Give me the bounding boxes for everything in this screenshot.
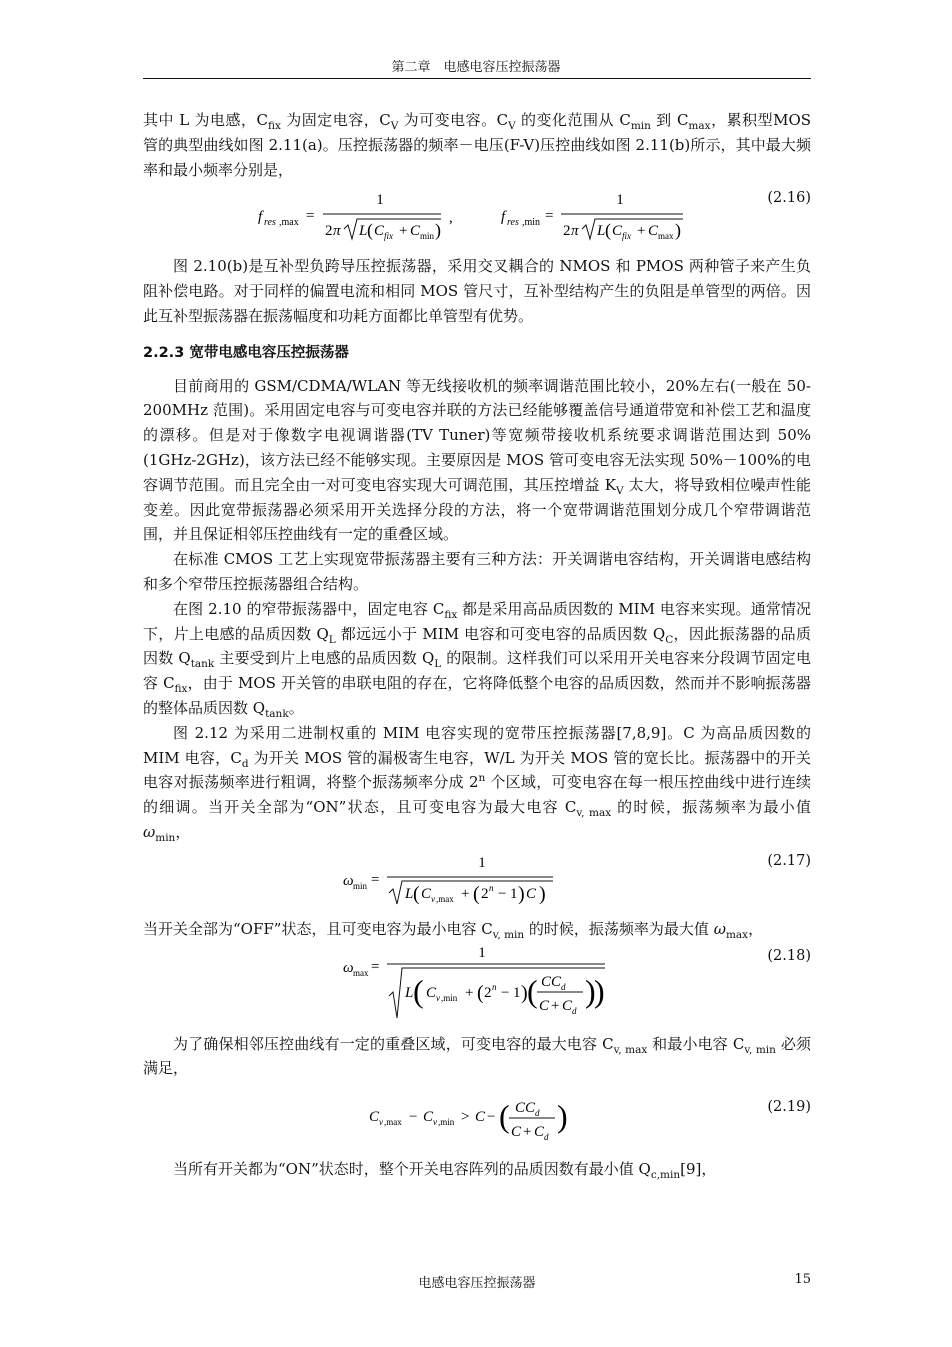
svg-text:,: , — [449, 210, 453, 227]
paragraph: 其中 L 为电感，$C_{fix}$ 为固定电容，$C_V$ 为可变电容。$C_V$ 的变化范围从 $C_{min}$ 到 $C_{max}$，累积型MOS 管的典型曲线如图 2.11(a)。压控振荡器的频率－电压(F-V)压控曲线如图 2.11(b)所示，其中最大频率和最小频率分别是， — [143, 111, 812, 179]
svg-text:): ) — [585, 972, 596, 1009]
svg-text:L: L — [405, 984, 414, 1001]
paragraph: 目前商用的 GSM/CDMA/WLAN 等无线接收机的频率调谐范围比较小，20%左右(一般在 50-200MHz 范围)。采用固定电容与可变电容并联的方法已经能够覆盖信号通道带宽和补偿工艺和温度的漂移。但是对于像数字电视调谐器(TV Tuner)等宽频带接收机系统要求调谐范围达到 50%(1GHz-2GHz)，该方法已经不能够实现。主要原因是 MOS 管可变电容无法实现 50%－100%的电容调节范围。而且完全由一对可变电容实现大可调范围，其压控增益 $K_V$ 太大，将导致相位噪声性能变差。因此宽带振荡器必须采用开关选择分段的方法，将一个宽带调谐范围划分成几个窄带调谐范围，并且保证相邻压控曲线有一定的重叠区域。 — [143, 376, 811, 544]
svg-text:): ) — [518, 882, 525, 905]
svg-text:1: 1 — [513, 984, 521, 1001]
svg-text:C: C — [648, 223, 659, 240]
svg-text:fix: fix — [384, 231, 393, 242]
svg-text:=: = — [306, 208, 315, 225]
svg-text:,min: ,min — [438, 1117, 455, 1128]
svg-text:n: n — [489, 882, 494, 893]
paragraph: 当开关全部为“OFF”状态，且可变电容为最小电容 $C_{v, min}$ 的时候，振荡频率为最大值 $\omega_{max}$， — [143, 919, 764, 941]
svg-text:L: L — [359, 223, 368, 240]
svg-text:1: 1 — [616, 192, 624, 209]
section-number: 2.2.3 — [143, 344, 185, 361]
svg-text:C: C — [421, 885, 432, 902]
svg-text:(: ( — [367, 220, 373, 241]
svg-text:+: + — [523, 1124, 532, 1141]
header-rule — [143, 78, 811, 79]
equation-number: (2.18) — [767, 947, 811, 964]
svg-text:−: − — [498, 885, 507, 902]
paragraph: 为了确保相邻压控曲线有一定的重叠区域，可变电容的最大电容 $C_{v, max}$ 和最小电容 $C_{v, min}$ 必须满足， — [143, 1034, 812, 1078]
svg-text:C: C — [539, 997, 550, 1014]
svg-text:CC: CC — [515, 1100, 536, 1117]
svg-text:,max: ,max — [436, 893, 454, 904]
svg-text:(: ( — [413, 972, 424, 1009]
svg-text:(: ( — [527, 972, 538, 1009]
svg-text:1: 1 — [478, 854, 486, 871]
svg-text:+: + — [637, 223, 646, 240]
svg-text:d: d — [572, 1005, 577, 1016]
svg-text:ω: ω — [343, 959, 354, 976]
svg-text:(: ( — [499, 1098, 510, 1135]
equation-2-17-formula — [143, 847, 743, 909]
equation-2-19 — [143, 1083, 811, 1149]
svg-text:=: = — [371, 958, 380, 975]
equation-2-16-formula — [143, 184, 743, 246]
svg-text:C: C — [475, 1109, 486, 1126]
svg-text:+: + — [461, 885, 470, 902]
svg-text:C: C — [562, 997, 573, 1014]
svg-text:f: f — [501, 209, 506, 226]
svg-text:C: C — [423, 1109, 434, 1126]
running-header: 第二章 电感电容压控振荡器 — [391, 60, 561, 75]
body-text — [143, 108, 811, 1182]
svg-text:π: π — [571, 223, 579, 240]
svg-text:C: C — [410, 223, 421, 240]
svg-text:+: + — [551, 997, 560, 1014]
svg-text:2: 2 — [325, 223, 333, 240]
equation-number: (2.17) — [767, 852, 811, 869]
svg-text:,max: ,max — [279, 217, 299, 229]
paragraph: 在图 2.10 的窄带振荡器中，固定电容 $C_{fix}$ 都是采用高品质因数的 MIM 电容来实现。通常情况下，片上电感的品质因数 $Q_L$ 都远远小于 MIM 电容和可变电容的品质因数 $Q_C$，因此振荡器的品质因数 $Q_{tank}$ 主要受到片上电感的品质因数 $Q_L$ 的限制。这样我们可以采用开关电容来分段调节固定电容 $C_{fix}$，由于 MOS 开关管的串联电阻的存在，它将降低整个电容的品质因数，然而并不影响振荡器的整体品质因数 $Q_{tank}$。 — [143, 599, 811, 720]
svg-text:v: v — [379, 1117, 383, 1128]
svg-text:fix: fix — [622, 231, 631, 242]
svg-text:1: 1 — [478, 944, 486, 961]
svg-text:v: v — [436, 992, 440, 1003]
svg-text:C: C — [374, 223, 385, 240]
svg-text:C: C — [511, 1124, 522, 1141]
svg-text:L: L — [597, 223, 606, 240]
svg-text:1: 1 — [376, 192, 384, 209]
section-title: 宽带电感电容压控振荡器 — [189, 344, 349, 361]
svg-text:+: + — [465, 984, 474, 1001]
equation-2-17 — [143, 847, 811, 909]
svg-text:−: − — [409, 1109, 418, 1126]
svg-text:C: C — [526, 885, 537, 902]
svg-text:n: n — [492, 981, 497, 992]
svg-text:f: f — [258, 209, 263, 226]
svg-text:v: v — [431, 893, 435, 904]
svg-text:C: C — [426, 984, 437, 1001]
svg-text:=: = — [371, 871, 380, 888]
svg-text:): ) — [539, 882, 546, 905]
svg-text:C: C — [612, 223, 623, 240]
svg-text:(: ( — [413, 882, 420, 905]
paragraph: 图 2.10(b)是互补型负跨导压控振荡器，采用交叉耦合的 NMOS 和 PMOS 两种管子来产生负阻补偿电路。对于同样的偏置电流和相同 MOS 管尺寸，互补型结构产生的负阻是单管型的两倍。因此互补型振荡器在振荡幅度和功耗方面都比单管型有优势。 — [143, 257, 811, 325]
svg-text:2: 2 — [484, 984, 492, 1001]
paragraph: 当所有开关都为“ON”状态时，整个开关电容阵列的品质因数有最小值 $Q_{c,min}[9]$， — [173, 1160, 717, 1182]
paragraph: 在标准 CMOS 工艺上实现宽带振荡器主要有三种方法：开关调谐电容结构，开关调谐电感结构和多个窄带压控振荡器组合结构。 — [143, 550, 811, 593]
svg-text:π: π — [333, 223, 341, 240]
svg-text:+: + — [399, 223, 408, 240]
svg-text:(: ( — [473, 882, 480, 905]
svg-text:C: C — [369, 1109, 380, 1126]
svg-text:,min: ,min — [522, 217, 541, 229]
svg-text:ω: ω — [343, 872, 354, 889]
equation-2-18-formula — [143, 944, 743, 1024]
svg-text:v: v — [433, 1117, 437, 1128]
svg-text:CC: CC — [541, 973, 562, 990]
page-number: 15 — [794, 1272, 811, 1287]
svg-text:res: res — [507, 217, 519, 229]
svg-text:d: d — [535, 1108, 540, 1119]
svg-text:): ) — [594, 972, 605, 1009]
equation-number: (2.16) — [767, 190, 811, 207]
equation-2-16 — [143, 184, 811, 246]
svg-text:(: ( — [605, 220, 611, 241]
svg-text:min: min — [420, 231, 435, 242]
svg-text:d: d — [561, 981, 566, 992]
section-heading — [143, 341, 811, 366]
svg-text:(: ( — [477, 981, 484, 1004]
svg-text:,max: ,max — [384, 1117, 402, 1128]
svg-text:=: = — [545, 208, 554, 225]
footer-title: 电感电容压控振荡器 — [418, 1276, 536, 1291]
svg-text:>: > — [461, 1109, 470, 1126]
svg-text:2: 2 — [481, 885, 489, 902]
svg-text:): ) — [521, 981, 528, 1004]
svg-text:min: min — [353, 880, 368, 891]
svg-text:max: max — [658, 231, 674, 242]
equation-2-19-formula — [143, 1083, 743, 1149]
svg-text:,min: ,min — [441, 992, 458, 1003]
equation-number: (2.19) — [767, 1099, 811, 1116]
svg-text:1: 1 — [510, 885, 518, 902]
svg-text:): ) — [557, 1098, 568, 1135]
equation-2-18 — [143, 944, 811, 1024]
svg-text:): ) — [435, 220, 441, 241]
svg-text:d: d — [544, 1132, 549, 1143]
svg-text:res: res — [264, 217, 276, 229]
svg-text:−: − — [487, 1109, 496, 1126]
svg-text:): ) — [675, 220, 681, 241]
svg-text:−: − — [501, 984, 510, 1001]
svg-text:max: max — [353, 967, 369, 978]
svg-text:L: L — [405, 885, 414, 902]
paragraph: 图 2.12 为采用二进制权重的 MIM 电容实现的宽带压控振荡器[7,8,9]。C 为高品质因数的 MIM 电容，$C_d$ 为开关 MOS 管的漏极寄生电容，W/L 为开关 MOS 管的宽长比。振荡器中的开关电容对振荡频率进行粗调，将整个振荡频率分成 2$^n$ 个区域，可变电容在每一根压控曲线中进行连续的细调。当开关全部为“ON”状态，且可变电容为最大电容 $C_{v, max}$ 的时候，振荡频率为最小值 $\omega_{min}$， — [143, 723, 811, 844]
svg-text:2: 2 — [563, 223, 571, 240]
svg-text:C: C — [534, 1124, 545, 1141]
